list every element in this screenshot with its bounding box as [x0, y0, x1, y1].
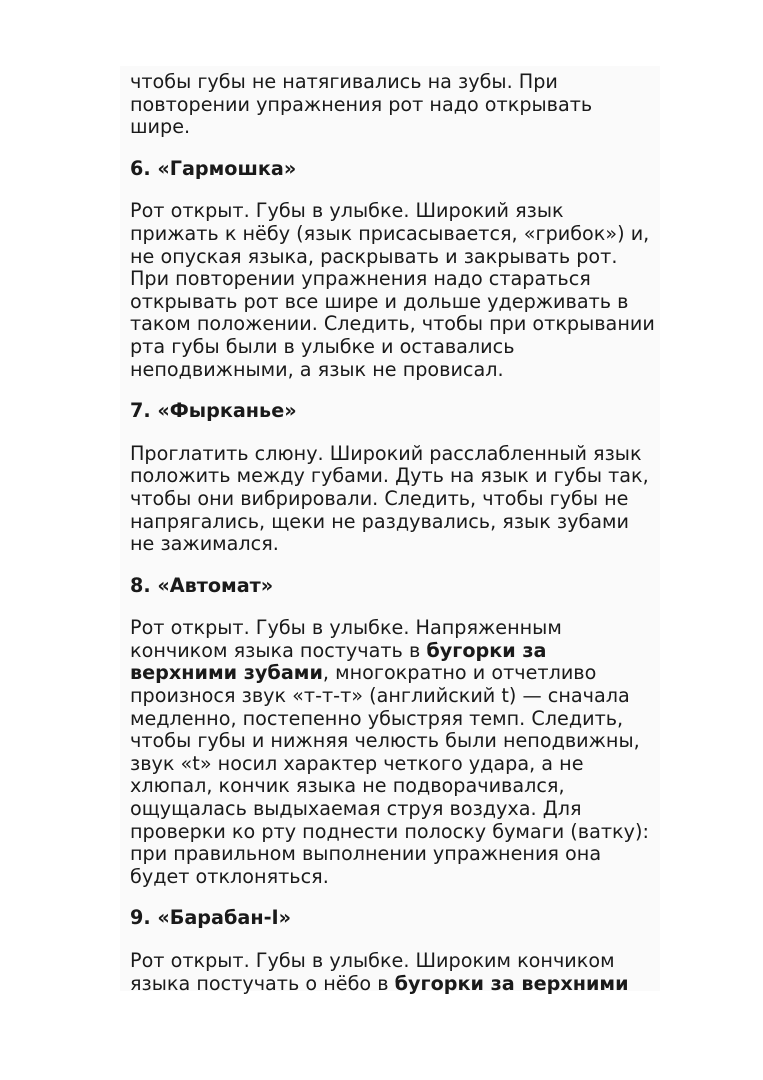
paragraph-exercise-7: Проглатить слюну. Широкий расслабленный язык положить между губами. Дуть на язык и губы так, чтобы они вибрировали. Следить, чтобы губы не напрягались, щеки не раздувались, язык зубами не зажимался.: [130, 441, 649, 556]
bold-emphasis: бугорки за верхними: [394, 971, 629, 995]
heading-exercise-8: 8. «Автомат»: [130, 573, 274, 597]
document-content: [130, 71, 655, 995]
paragraph-text: Рот открыт. Губы в улыбке. Напряженным кончиком языка постучать в: [130, 616, 562, 662]
paragraph-exercise-9: [130, 950, 655, 995]
paragraph-text: Рот открыт. Губы в улыбке. Широким кончиком языка постучать о нёбо в: [130, 949, 615, 995]
heading-exercise-9: 9. «Барабан-I»: [130, 906, 292, 930]
paragraph-exercise-6: Рот открыт. Губы в улыбке. Широкий язык прижать к нёбу (язык присасывается, «грибок») и, не опуская языка, раскрывать и закрывать рот. При повторении упражнения надо стараться открывать рот все шире и дольше удерживать в таком положении. Следить, чтобы при открывании рта губы были в улыбке и оставались неподвижными, а язык не провисал.: [130, 199, 655, 381]
heading-exercise-6: 6. «Гармошка»: [130, 156, 297, 180]
intro-paragraph: чтобы губы не натягивались на зубы. При повторении упражнения рот надо открывать шире.: [130, 70, 593, 139]
paragraph-exercise-8: [130, 617, 655, 888]
heading-exercise-7: 7. «Фырканье»: [130, 399, 297, 423]
bold-emphasis: бугорки за верхними зубами: [130, 638, 547, 685]
paragraph-text: , многократно и отчетливо произнося звук «т-т-т» (английский t) — сначала медленно, постепенно убыстряя темп. Следить, чтобы губы и нижняя челюсть были неподвижны, звук «t» носил характер четкого удара, а не хлюпал, кончик языка не подворачивался, ощущалась выдыхаемая струя воздуха. Для проверки ко рту поднести полоску бумаги (ватку): при правильном выполнении упражнения она будет отклоняться.: [130, 661, 649, 888]
